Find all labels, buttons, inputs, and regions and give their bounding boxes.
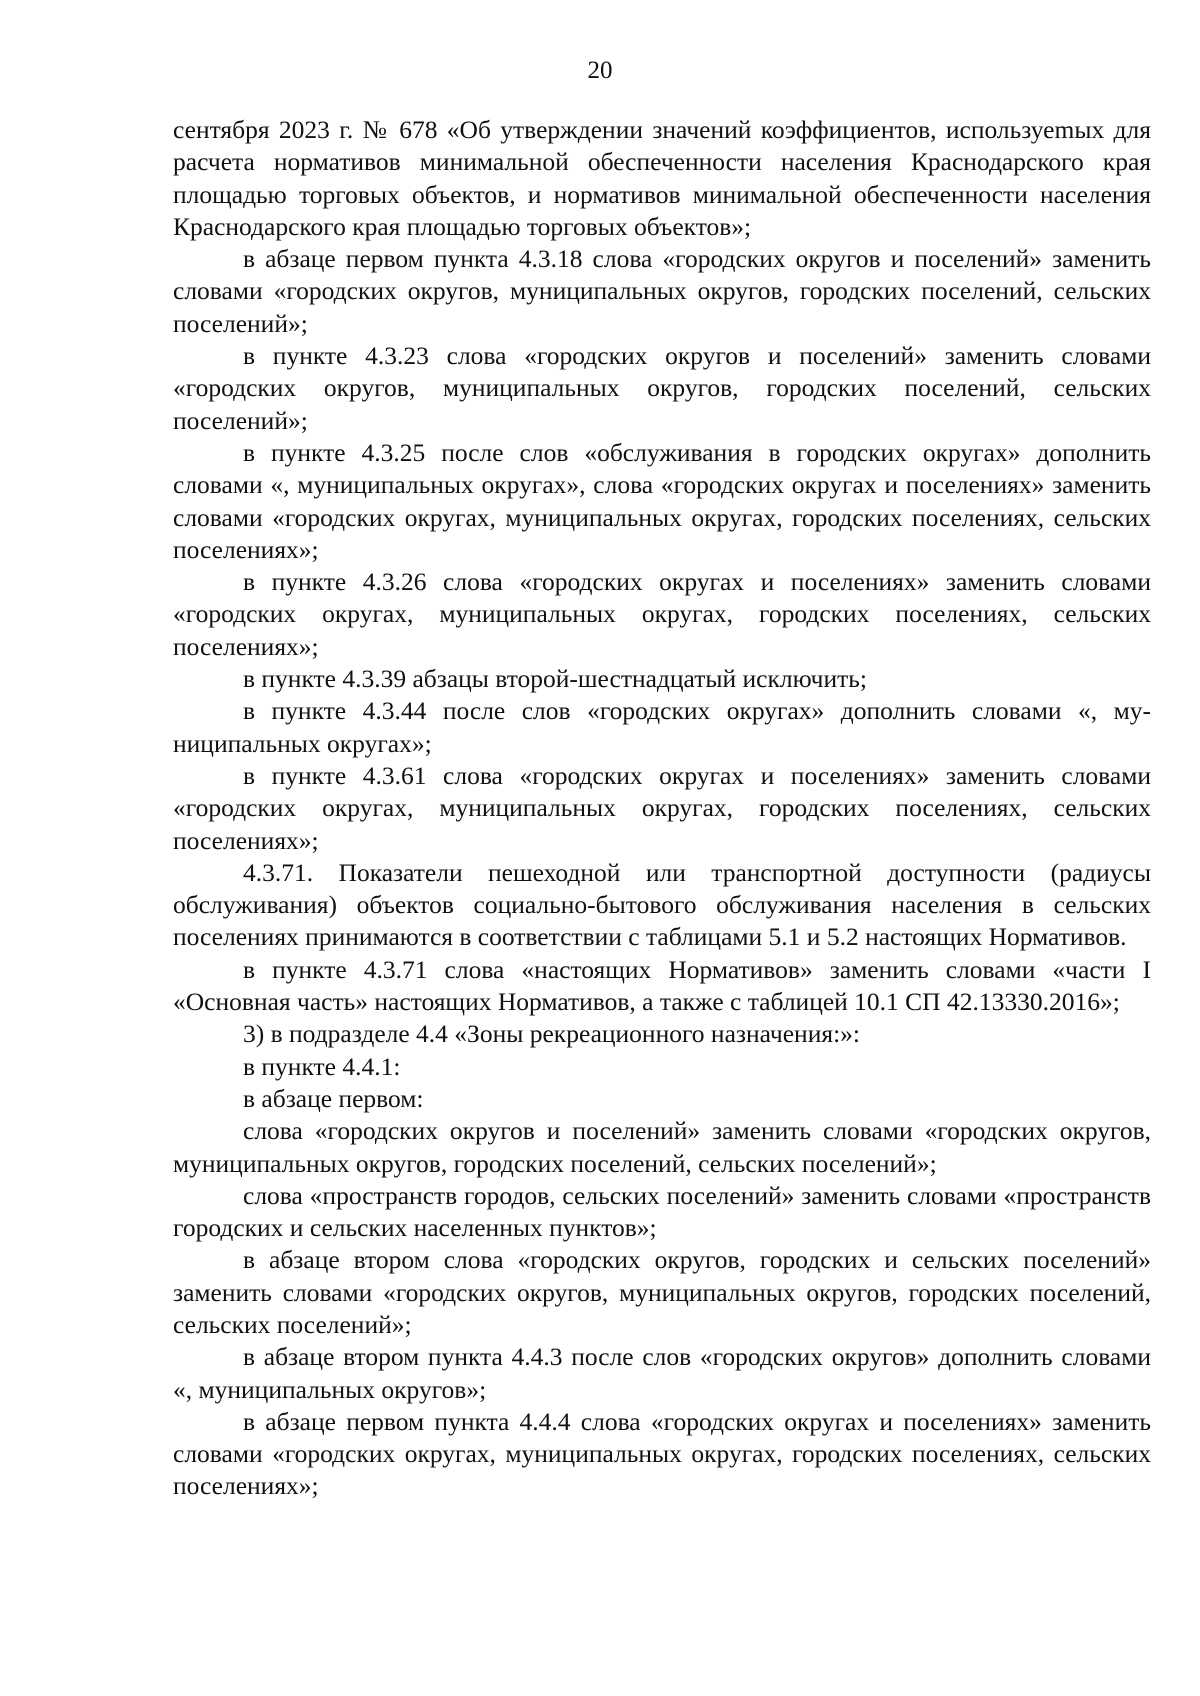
paragraph: в пункте 4.3.23 слова «городских округов и поселений» заменить словами «городских округов, муниципальных округов, городских поселений, сельских поселений»; xyxy=(173,341,1151,435)
paragraph: в пункте 4.3.61 слова «городских округах и поселениях» заменить словами «городских округах, муниципальных округах, городских поселениях, сельских поселениях»; xyxy=(173,760,1151,855)
paragraph: 3) в подразделе 4.4 «Зоны рекреационного назначения:»: xyxy=(243,1019,860,1049)
paragraph: в абзаце втором слова «городских округов, городских и сельских поселений» заменить словами «городских округов, муниципальных округов, городских поселений, сельских поселений»; xyxy=(173,1245,1151,1339)
paragraph: в абзаце первом пункта 4.4.4 слова «городских округах и поселениях» заменить словами «городских округах, муниципальных округах, городских поселениях, сельских поселениях»; xyxy=(173,1406,1151,1501)
page-number: 20 xyxy=(587,57,613,84)
paragraph: в абзаце втором пункта 4.4.3 после слов «городских округов» дополнить словами «, муниципальных округов»; xyxy=(173,1342,1151,1404)
paragraph: в пункте 4.3.39 абзацы второй-шестнадцатый исключить; xyxy=(243,664,867,694)
paragraph: сентября 2023 г. № 678 «Об утверждении значений коэффициентов, используеmых для расчета нормативов минимальной обеспеченности населения Краснодарского края площадью торговых объектов, и нормативов минимальной обеспеченности населения Краснодарского края площадью торговых объектов»; xyxy=(173,115,1151,241)
paragraph: в абзаце первом: xyxy=(243,1083,424,1113)
paragraph: в пункте 4.3.26 слова «городских округах и поселениях» заменить словами «городских округах, муниципальных округах, городских поселениях, сельских поселениях»; xyxy=(173,567,1151,661)
paragraph: в пункте 4.4.1: xyxy=(243,1051,401,1081)
paragraph: слова «городских округов и поселений» заменить словами «городских округов, муниципальных округов, городских поселений, сельских поселений»; xyxy=(173,1116,1151,1178)
paragraph: слова «пространств городов, сельских поселений» заменить словами «пространств городских и сельских населенных пунктов»; xyxy=(173,1180,1151,1243)
paragraph: в абзаце первом пункта 4.3.18 слова «городских округов и поселений» заменить словами «городских округов, муниципальных округов, городских поселений, сельских поселений»; xyxy=(173,244,1151,338)
paragraph: в пункте 4.3.25 после слов «обслуживания в городских округах» дополнить словами «, муниципальных округах», слова «городских округах и поселениях» заменить словами «городских округах, муниципальных округах, городских поселениях, сельских поселениях»; xyxy=(173,437,1151,564)
paragraph: в пункте 4.3.71 слова «настоящих Нормативов» заменить словами «части I «Основная часть» настоящих Нормативов, а также с таблицей 10.1 СП 42.13330.2016»; xyxy=(173,954,1151,1017)
paragraph: в пункте 4.3.44 после слов «городских округах» дополнить словами «, муниципальных округах»; xyxy=(173,696,1151,758)
document-body xyxy=(173,114,1151,1503)
paragraph: 4.3.71. Показатели пешеходной или транспортной доступности (радиусы обслуживания) объектов социально-бытового обслуживания населения в сельских поселениях принимаются в соответствии с таблицами 5.1 и 5.2 настоящих Нормативов. xyxy=(173,857,1151,952)
